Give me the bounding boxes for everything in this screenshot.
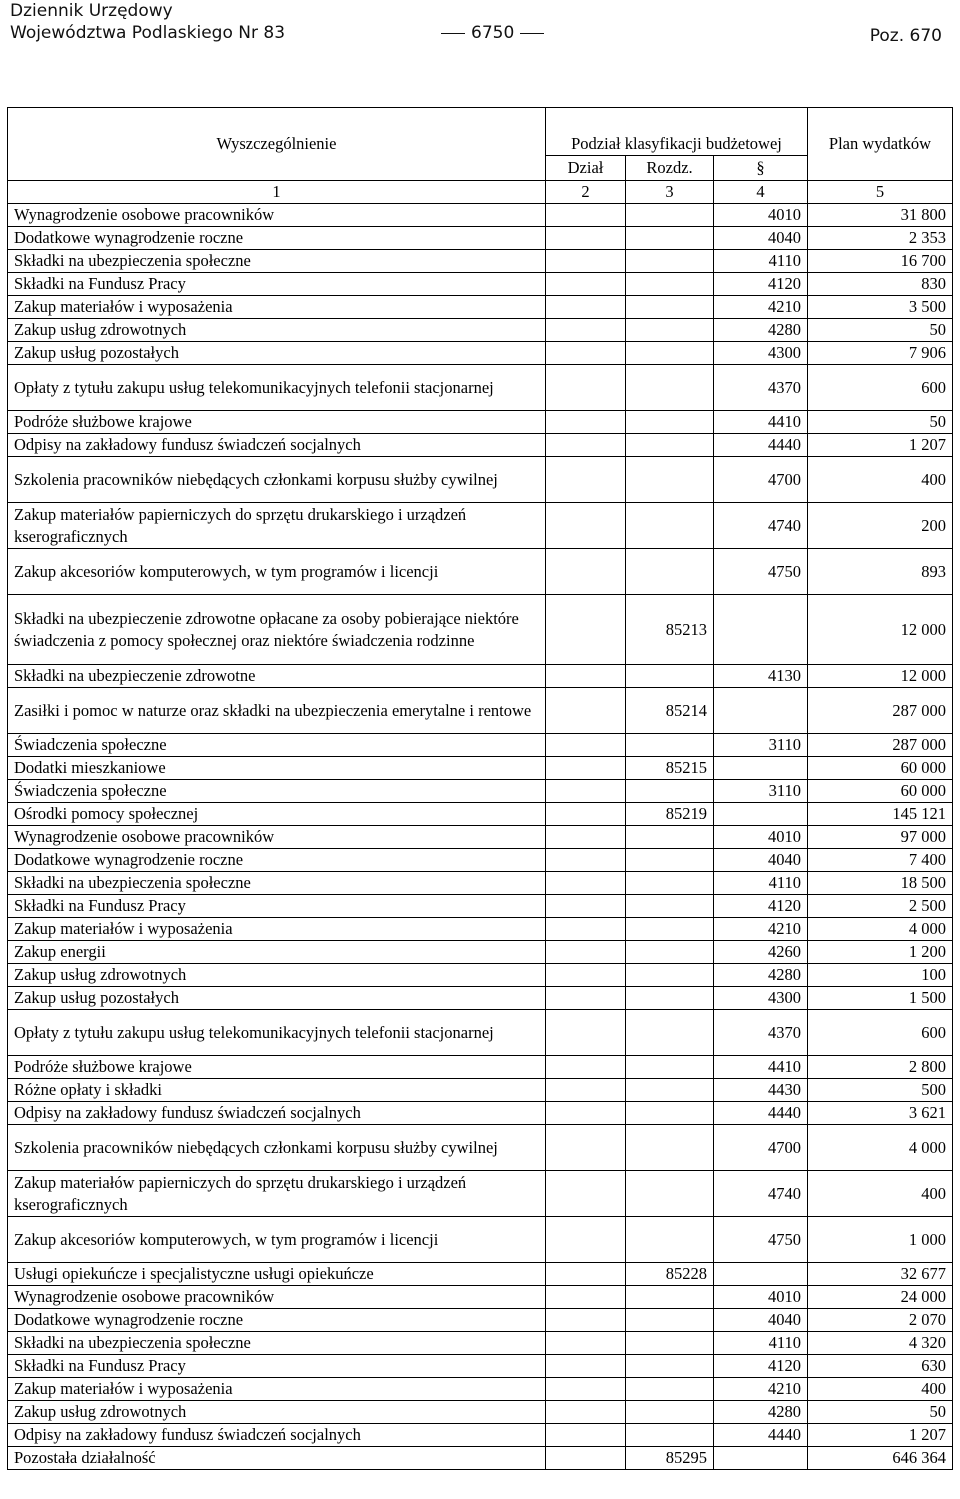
- row-paragraph: 4110: [714, 1332, 808, 1355]
- row-section: [546, 227, 626, 250]
- budget-table: [7, 107, 953, 1470]
- row-chapter: [626, 365, 714, 411]
- row-paragraph: 4750: [714, 1217, 808, 1263]
- row-name: Zakup usług zdrowotnych: [8, 964, 546, 987]
- row-name: Świadczenia społeczne: [8, 780, 546, 803]
- row-chapter: [626, 1378, 714, 1401]
- table-row: [8, 549, 953, 595]
- row-section: [546, 503, 626, 549]
- row-chapter: 85219: [626, 803, 714, 826]
- row-plan: 3 621: [808, 1102, 953, 1125]
- row-paragraph: 4700: [714, 457, 808, 503]
- row-paragraph: 4370: [714, 365, 808, 411]
- row-section: [546, 1217, 626, 1263]
- row-plan: 50: [808, 1401, 953, 1424]
- row-name: Różne opłaty i składki: [8, 1079, 546, 1102]
- table-row: [8, 1332, 953, 1355]
- row-plan: 500: [808, 1079, 953, 1102]
- table-row: [8, 1056, 953, 1079]
- row-paragraph: 4700: [714, 1125, 808, 1171]
- row-plan: 145 121: [808, 803, 953, 826]
- row-chapter: [626, 780, 714, 803]
- row-name: Zakup materiałów i wyposażenia: [8, 918, 546, 941]
- row-chapter: [626, 941, 714, 964]
- table-row: [8, 1401, 953, 1424]
- row-name: Zakup materiałów papierniczych do sprzętu drukarskiego i urządzeń kserograficznych: [8, 503, 546, 549]
- row-plan: 4 000: [808, 918, 953, 941]
- row-paragraph: 4440: [714, 1102, 808, 1125]
- row-plan: 630: [808, 1355, 953, 1378]
- row-plan: 60 000: [808, 780, 953, 803]
- table-row: [8, 849, 953, 872]
- row-section: [546, 204, 626, 227]
- row-chapter: [626, 1125, 714, 1171]
- row-plan: 24 000: [808, 1286, 953, 1309]
- table-row: [8, 1263, 953, 1286]
- row-section: [546, 849, 626, 872]
- row-paragraph: 4410: [714, 411, 808, 434]
- row-name: Zakup akcesoriów komputerowych, w tym programów i licencji: [8, 1217, 546, 1263]
- row-plan: 287 000: [808, 734, 953, 757]
- table-row: [8, 688, 953, 734]
- row-name: Szkolenia pracowników niebędących członkami korpusu służby cywilnej: [8, 1125, 546, 1171]
- row-plan: 400: [808, 1171, 953, 1217]
- row-section: [546, 1010, 626, 1056]
- row-name: Pozostała działalność: [8, 1447, 546, 1470]
- table-row: [8, 665, 953, 688]
- publication-subtitle: Województwa Podlaskiego Nr 83: [10, 23, 286, 43]
- row-plan: 600: [808, 1010, 953, 1056]
- row-name: Ośrodki pomocy społecznej: [8, 803, 546, 826]
- row-chapter: [626, 1056, 714, 1079]
- row-plan: 7 906: [808, 342, 953, 365]
- column-number: 1: [8, 181, 546, 204]
- row-plan: 60 000: [808, 757, 953, 780]
- row-section: [546, 1102, 626, 1125]
- row-chapter: [626, 549, 714, 595]
- row-section: [546, 365, 626, 411]
- row-paragraph: [714, 595, 808, 665]
- header-paragraph: §: [714, 156, 808, 181]
- row-paragraph: [714, 803, 808, 826]
- table-row: [8, 296, 953, 319]
- column-number: 5: [808, 181, 953, 204]
- row-chapter: 85215: [626, 757, 714, 780]
- row-paragraph: 4280: [714, 319, 808, 342]
- table-body: [8, 204, 953, 1470]
- table-row: [8, 1355, 953, 1378]
- row-chapter: [626, 342, 714, 365]
- row-paragraph: [714, 1263, 808, 1286]
- row-section: [546, 1447, 626, 1470]
- row-paragraph: 4740: [714, 503, 808, 549]
- row-section: [546, 987, 626, 1010]
- table-row: [8, 1217, 953, 1263]
- row-section: [546, 1309, 626, 1332]
- row-name: Opłaty z tytułu zakupu usług telekomunikacyjnych telefonii stacjonarnej: [8, 1010, 546, 1056]
- row-name: Szkolenia pracowników niebędących członkami korpusu służby cywilnej: [8, 457, 546, 503]
- table-row: [8, 826, 953, 849]
- row-name: Zakup usług pozostałych: [8, 342, 546, 365]
- row-name: Składki na Fundusz Pracy: [8, 895, 546, 918]
- row-section: [546, 1378, 626, 1401]
- row-plan: 12 000: [808, 665, 953, 688]
- row-chapter: [626, 826, 714, 849]
- header-section: Dział: [546, 156, 626, 181]
- row-section: [546, 434, 626, 457]
- row-chapter: 85213: [626, 595, 714, 665]
- row-name: Zakup materiałów papierniczych do sprzętu drukarskiego i urządzeń kserograficznych: [8, 1171, 546, 1217]
- row-section: [546, 941, 626, 964]
- row-name: Wynagrodzenie osobowe pracowników: [8, 1286, 546, 1309]
- publication-title: Dziennik Urzędowy: [10, 1, 173, 21]
- row-chapter: [626, 204, 714, 227]
- row-section: [546, 457, 626, 503]
- row-chapter: 85228: [626, 1263, 714, 1286]
- row-section: [546, 1125, 626, 1171]
- table-row: [8, 250, 953, 273]
- row-plan: 3 500: [808, 296, 953, 319]
- table-row: [8, 964, 953, 987]
- row-section: [546, 826, 626, 849]
- row-chapter: [626, 1010, 714, 1056]
- header-plan: Plan wydatków: [808, 108, 953, 181]
- row-section: [546, 1286, 626, 1309]
- row-paragraph: 4040: [714, 849, 808, 872]
- row-name: Odpisy na zakładowy fundusz świadczeń socjalnych: [8, 1102, 546, 1125]
- row-plan: 2 800: [808, 1056, 953, 1079]
- row-chapter: [626, 250, 714, 273]
- row-section: [546, 665, 626, 688]
- table-row: [8, 457, 953, 503]
- row-chapter: [626, 411, 714, 434]
- table-row: [8, 365, 953, 411]
- row-plan: 50: [808, 319, 953, 342]
- row-chapter: [626, 273, 714, 296]
- row-section: [546, 1263, 626, 1286]
- row-name: Dodatkowe wynagrodzenie roczne: [8, 1309, 546, 1332]
- row-chapter: [626, 872, 714, 895]
- row-paragraph: 4750: [714, 549, 808, 595]
- header-classification: Podział klasyfikacji budżetowej: [546, 108, 808, 156]
- row-paragraph: 4210: [714, 1378, 808, 1401]
- row-chapter: [626, 1079, 714, 1102]
- row-paragraph: 4300: [714, 987, 808, 1010]
- row-paragraph: 4110: [714, 250, 808, 273]
- table-row: [8, 918, 953, 941]
- row-paragraph: 4740: [714, 1171, 808, 1217]
- row-name: Zakup materiałów i wyposażenia: [8, 296, 546, 319]
- row-section: [546, 319, 626, 342]
- row-paragraph: [714, 757, 808, 780]
- row-name: Dodatkowe wynagrodzenie roczne: [8, 849, 546, 872]
- row-section: [546, 1079, 626, 1102]
- row-name: Podróże służbowe krajowe: [8, 411, 546, 434]
- row-paragraph: 3110: [714, 780, 808, 803]
- table-row: [8, 204, 953, 227]
- row-plan: 2 070: [808, 1309, 953, 1332]
- table-row: [8, 734, 953, 757]
- column-number: 3: [626, 181, 714, 204]
- row-plan: 287 000: [808, 688, 953, 734]
- row-paragraph: 4010: [714, 826, 808, 849]
- column-number: 4: [714, 181, 808, 204]
- row-plan: 400: [808, 1378, 953, 1401]
- table-row: [8, 503, 953, 549]
- row-plan: 4 000: [808, 1125, 953, 1171]
- row-paragraph: 4130: [714, 665, 808, 688]
- table-row: [8, 872, 953, 895]
- row-chapter: 85295: [626, 1447, 714, 1470]
- row-section: [546, 1332, 626, 1355]
- row-paragraph: 4300: [714, 342, 808, 365]
- row-plan: 200: [808, 503, 953, 549]
- header-chapter: Rozdz.: [626, 156, 714, 181]
- row-paragraph: 3110: [714, 734, 808, 757]
- row-chapter: [626, 918, 714, 941]
- table-row: [8, 319, 953, 342]
- row-section: [546, 411, 626, 434]
- table-row: [8, 803, 953, 826]
- row-plan: 32 677: [808, 1263, 953, 1286]
- row-name: Zasiłki i pomoc w naturze oraz składki na ubezpieczenia emerytalne i rentowe: [8, 688, 546, 734]
- table-row: [8, 1079, 953, 1102]
- row-paragraph: 4430: [714, 1079, 808, 1102]
- row-plan: 1 207: [808, 1424, 953, 1447]
- row-paragraph: 4410: [714, 1056, 808, 1079]
- row-chapter: [626, 895, 714, 918]
- row-section: [546, 273, 626, 296]
- row-section: [546, 595, 626, 665]
- page-header: [10, 0, 950, 50]
- row-paragraph: 4040: [714, 1309, 808, 1332]
- table-row: [8, 1171, 953, 1217]
- row-section: [546, 780, 626, 803]
- table-row: [8, 1447, 953, 1470]
- row-paragraph: 4440: [714, 1424, 808, 1447]
- row-chapter: [626, 457, 714, 503]
- row-name: Zakup usług zdrowotnych: [8, 1401, 546, 1424]
- row-plan: 100: [808, 964, 953, 987]
- row-paragraph: 4120: [714, 1355, 808, 1378]
- row-name: Zakup materiałów i wyposażenia: [8, 1378, 546, 1401]
- table-row: [8, 941, 953, 964]
- row-chapter: [626, 503, 714, 549]
- row-plan: 830: [808, 273, 953, 296]
- row-name: Zakup usług pozostałych: [8, 987, 546, 1010]
- row-name: Wynagrodzenie osobowe pracowników: [8, 826, 546, 849]
- row-paragraph: 4370: [714, 1010, 808, 1056]
- row-chapter: [626, 296, 714, 319]
- row-name: Zakup usług zdrowotnych: [8, 319, 546, 342]
- row-paragraph: 4040: [714, 227, 808, 250]
- row-paragraph: [714, 688, 808, 734]
- row-plan: 31 800: [808, 204, 953, 227]
- row-paragraph: 4010: [714, 1286, 808, 1309]
- table-row: [8, 595, 953, 665]
- row-section: [546, 1401, 626, 1424]
- row-plan: 646 364: [808, 1447, 953, 1470]
- row-chapter: [626, 1102, 714, 1125]
- row-paragraph: 4120: [714, 273, 808, 296]
- table-row: [8, 1102, 953, 1125]
- row-plan: 50: [808, 411, 953, 434]
- row-chapter: [626, 849, 714, 872]
- row-chapter: [626, 1424, 714, 1447]
- row-plan: 2 353: [808, 227, 953, 250]
- row-chapter: [626, 734, 714, 757]
- table-row: [8, 342, 953, 365]
- row-name: Składki na ubezpieczenie zdrowotne: [8, 665, 546, 688]
- header-description: Wyszczególnienie: [8, 108, 546, 181]
- row-name: Składki na ubezpieczenia społeczne: [8, 250, 546, 273]
- row-plan: 7 400: [808, 849, 953, 872]
- row-name: Dodatki mieszkaniowe: [8, 757, 546, 780]
- row-section: [546, 342, 626, 365]
- table-row: [8, 987, 953, 1010]
- page-number-text: 6750: [471, 23, 515, 43]
- column-numbers-row: [8, 181, 953, 204]
- row-plan: 1 000: [808, 1217, 953, 1263]
- table-row: [8, 1125, 953, 1171]
- row-plan: 893: [808, 549, 953, 595]
- table-row: [8, 895, 953, 918]
- table-row: [8, 411, 953, 434]
- row-plan: 18 500: [808, 872, 953, 895]
- row-name: Składki na Fundusz Pracy: [8, 273, 546, 296]
- row-section: [546, 757, 626, 780]
- row-chapter: 85214: [626, 688, 714, 734]
- row-name: Dodatkowe wynagrodzenie roczne: [8, 227, 546, 250]
- row-section: [546, 1056, 626, 1079]
- row-name: Zakup energii: [8, 941, 546, 964]
- position-number: Poz. 670: [869, 26, 942, 46]
- row-name: Składki na Fundusz Pracy: [8, 1355, 546, 1378]
- row-name: Wynagrodzenie osobowe pracowników: [8, 204, 546, 227]
- row-plan: 400: [808, 457, 953, 503]
- row-plan: 16 700: [808, 250, 953, 273]
- row-name: Składki na ubezpieczenia społeczne: [8, 1332, 546, 1355]
- table-row: [8, 434, 953, 457]
- row-paragraph: 4210: [714, 296, 808, 319]
- row-section: [546, 1171, 626, 1217]
- row-section: [546, 918, 626, 941]
- table-row: [8, 1309, 953, 1332]
- row-chapter: [626, 665, 714, 688]
- row-section: [546, 1424, 626, 1447]
- table-row: [8, 1286, 953, 1309]
- row-name: Składki na ubezpieczenia społeczne: [8, 872, 546, 895]
- row-section: [546, 296, 626, 319]
- table-row: [8, 757, 953, 780]
- row-chapter: [626, 434, 714, 457]
- row-chapter: [626, 964, 714, 987]
- table-row: [8, 1424, 953, 1447]
- row-section: [546, 250, 626, 273]
- row-name: Świadczenia społeczne: [8, 734, 546, 757]
- row-chapter: [626, 987, 714, 1010]
- row-paragraph: [714, 1447, 808, 1470]
- row-name: Opłaty z tytułu zakupu usług telekomunikacyjnych telefonii stacjonarnej: [8, 365, 546, 411]
- row-chapter: [626, 319, 714, 342]
- row-paragraph: 4120: [714, 895, 808, 918]
- row-name: Składki na ubezpieczenie zdrowotne opłacane za osoby pobierające niektóre świadczenia z pomocy społecznej oraz niektóre świadczenia rodzinne: [8, 595, 546, 665]
- row-plan: 1 207: [808, 434, 953, 457]
- row-plan: 1 500: [808, 987, 953, 1010]
- row-plan: 97 000: [808, 826, 953, 849]
- row-paragraph: 4280: [714, 964, 808, 987]
- row-section: [546, 964, 626, 987]
- row-chapter: [626, 227, 714, 250]
- table-row: [8, 1378, 953, 1401]
- page-number: [435, 23, 550, 43]
- row-name: Odpisy na zakładowy fundusz świadczeń socjalnych: [8, 434, 546, 457]
- row-plan: 2 500: [808, 895, 953, 918]
- row-section: [546, 1355, 626, 1378]
- row-paragraph: 4260: [714, 941, 808, 964]
- row-name: Podróże służbowe krajowe: [8, 1056, 546, 1079]
- row-section: [546, 734, 626, 757]
- row-chapter: [626, 1332, 714, 1355]
- row-chapter: [626, 1171, 714, 1217]
- table-row: [8, 227, 953, 250]
- row-paragraph: 4010: [714, 204, 808, 227]
- row-section: [546, 895, 626, 918]
- row-plan: 12 000: [808, 595, 953, 665]
- row-plan: 4 320: [808, 1332, 953, 1355]
- row-plan: 1 200: [808, 941, 953, 964]
- table-row: [8, 273, 953, 296]
- row-chapter: [626, 1401, 714, 1424]
- row-paragraph: 4280: [714, 1401, 808, 1424]
- row-name: Zakup akcesoriów komputerowych, w tym programów i licencji: [8, 549, 546, 595]
- row-section: [546, 549, 626, 595]
- row-section: [546, 803, 626, 826]
- row-plan: 600: [808, 365, 953, 411]
- row-name: Usługi opiekuńcze i specjalistyczne usługi opiekuńcze: [8, 1263, 546, 1286]
- row-chapter: [626, 1217, 714, 1263]
- row-section: [546, 872, 626, 895]
- table-row: [8, 1010, 953, 1056]
- row-paragraph: 4110: [714, 872, 808, 895]
- row-name: Odpisy na zakładowy fundusz świadczeń socjalnych: [8, 1424, 546, 1447]
- column-number: 2: [546, 181, 626, 204]
- row-chapter: [626, 1355, 714, 1378]
- row-chapter: [626, 1309, 714, 1332]
- row-section: [546, 688, 626, 734]
- table-row: [8, 780, 953, 803]
- row-paragraph: 4210: [714, 918, 808, 941]
- row-paragraph: 4440: [714, 434, 808, 457]
- row-chapter: [626, 1286, 714, 1309]
